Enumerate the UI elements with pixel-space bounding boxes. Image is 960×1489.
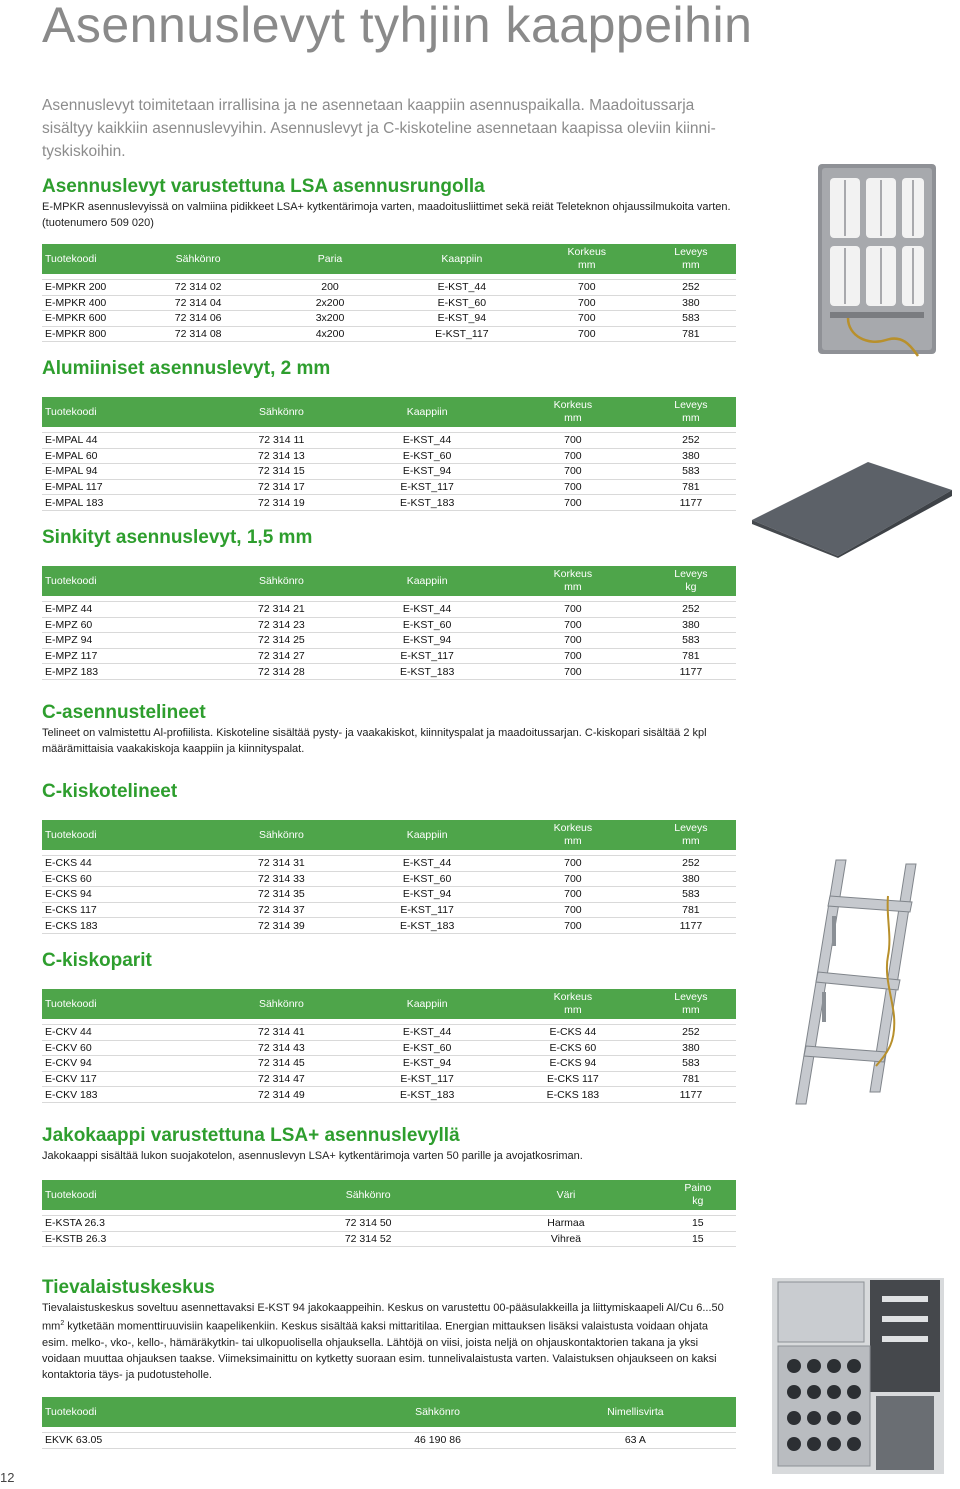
table-cell: E-CKS 183 (42, 918, 209, 934)
table-cpair (42, 989, 736, 1103)
table-cell: E-KST_117 (354, 479, 500, 495)
column-header: Sähkönro (132, 244, 264, 274)
column-header: Paino kg (660, 1180, 736, 1210)
table-cell: E-CKV 117 (42, 1071, 209, 1087)
column-header: Väri (472, 1180, 659, 1210)
table-cell: 700 (528, 280, 646, 296)
table-cell: 72 314 06 (132, 311, 264, 327)
table-cell: E-KST_94 (396, 311, 528, 327)
heading-cpair: C-kiskoparit (42, 950, 152, 971)
table-cell: 700 (500, 602, 646, 618)
table-row (42, 902, 736, 918)
column-header: Kaappiin (354, 397, 500, 427)
table-cell: 700 (500, 856, 646, 872)
heading-zinc: Sinkityt asennuslevyt, 1,5 mm (42, 527, 313, 548)
table-row (42, 1040, 736, 1056)
table-cell: E-MPKR 800 (42, 326, 132, 342)
table-row (42, 311, 736, 327)
table-cell: 700 (500, 648, 646, 664)
table-cell: E-CKV 94 (42, 1056, 209, 1072)
table-cell: 700 (500, 664, 646, 680)
table-row (42, 1056, 736, 1072)
column-header: Paria (264, 244, 396, 274)
c-rail-frame-photo (776, 856, 946, 1108)
table-row (42, 295, 736, 311)
heading-crail: C-kiskotelineet (42, 781, 178, 802)
table-cell: E-MPZ 183 (42, 664, 209, 680)
tieva-text-superscript: 2 (60, 1320, 65, 1327)
table-cell: EKVK 63.05 (42, 1433, 340, 1449)
table-cell: 781 (646, 1071, 736, 1087)
column-header: Korkeus mm (500, 566, 646, 596)
column-header: Nimellisvirta (535, 1397, 736, 1427)
table-cell: 72 314 19 (209, 495, 355, 511)
table-row (42, 664, 736, 680)
table-row (42, 1231, 736, 1247)
table-cell: 700 (500, 617, 646, 633)
column-header: Sähkönro (209, 566, 355, 596)
table-cell: 72 314 15 (209, 464, 355, 480)
column-header: Leveys mm (646, 989, 736, 1019)
aluminium-plate-photo (748, 460, 954, 558)
table-cell: 380 (646, 1040, 736, 1056)
table-cell: 72 314 33 (209, 871, 355, 887)
table-cell: E-CKS 44 (42, 856, 209, 872)
table-cell: 781 (646, 648, 736, 664)
table-cell: 700 (528, 326, 646, 342)
table-cell: E-CKV 60 (42, 1040, 209, 1056)
table-cell: Harmaa (472, 1216, 659, 1232)
table-cell: E-MPZ 60 (42, 617, 209, 633)
table-cell: 700 (500, 887, 646, 903)
table-cell: 700 (500, 918, 646, 934)
table-cell: 380 (646, 295, 736, 311)
table-tieva (42, 1397, 736, 1449)
text-tieva (42, 1300, 732, 1383)
table-cell: 700 (500, 448, 646, 464)
table-cell: 781 (646, 902, 736, 918)
table-cell: 72 314 28 (209, 664, 355, 680)
table-cell: E-KST_60 (354, 617, 500, 633)
table-cell: E-MPKR 200 (42, 280, 132, 296)
table-cell: 200 (264, 280, 396, 296)
column-header: Leveys mm (646, 244, 736, 274)
table-cell: E-KST_60 (354, 448, 500, 464)
table-cell: E-KST_60 (354, 871, 500, 887)
table-cell: 72 314 23 (209, 617, 355, 633)
table-cell: E-KST_44 (354, 856, 500, 872)
table-cell: 583 (646, 887, 736, 903)
table-cell: E-KSTA 26.3 (42, 1216, 264, 1232)
table-cell: E-KST_94 (354, 887, 500, 903)
table-crail (42, 820, 736, 934)
lighting-center-photo (770, 1276, 946, 1476)
table-cell: E-CKS 94 (500, 1056, 646, 1072)
page-number: 12 (0, 1470, 15, 1485)
table-cell: E-KST_94 (354, 1056, 500, 1072)
table-cell: 700 (500, 871, 646, 887)
heading-jako: Jakokaappi varustettuna LSA+ asennuslevyllä (42, 1125, 460, 1146)
column-header: Leveys mm (646, 820, 736, 850)
table-cell: E-KST_94 (354, 464, 500, 480)
table-zinc (42, 566, 736, 680)
column-header: Korkeus mm (500, 397, 646, 427)
table-cell: 72 314 31 (209, 856, 355, 872)
text-cstand: Telineet on valmistettu Al-profiilista. Kiskoteline sisältää pysty- ja vaakakiskot, kiinnityspalat ja maadoitussarjan. C-kiskopari sisältää 2 kpl määrämittaisia vaakakiskoja kaappiin ja kiinnityspalat. (42, 727, 707, 755)
table-cell: E-KST_44 (354, 433, 500, 449)
table-cell: 72 314 21 (209, 602, 355, 618)
table-cell: E-KST_60 (354, 1040, 500, 1056)
column-header: Tuotekoodi (42, 244, 132, 274)
table-cell: 583 (646, 464, 736, 480)
table-cell: 252 (646, 602, 736, 618)
table-cell: 72 314 43 (209, 1040, 355, 1056)
table-cell: 583 (646, 633, 736, 649)
table-cell: 15 (660, 1231, 736, 1247)
table-cell: E-KST_60 (396, 295, 528, 311)
table-row (42, 871, 736, 887)
table-cell: E-KST_183 (354, 664, 500, 680)
table-row (42, 1071, 736, 1087)
table-cell: 72 314 37 (209, 902, 355, 918)
table-cell: 72 314 25 (209, 633, 355, 649)
table-cell: 700 (500, 633, 646, 649)
table-cell: 1177 (646, 1087, 736, 1103)
table-cell: 72 314 11 (209, 433, 355, 449)
table-jako (42, 1180, 736, 1247)
table-row (42, 1433, 736, 1449)
column-header: Sähkönro (340, 1397, 534, 1427)
tieva-text-part-b: kytketään momenttiruuvisiin kaapelikenkiin. Keskus sisältää kaksi mittaritilaa. Energian mittauksen lisäksi valaistusta voidaan ohjata esim. melko-, vko-, kello-, hämäräkytkin- tai ulkopuolisella ohjauksella. Lähtöjä on viisi, joista neljä on ohjauskontaktorien takana ja yksi voidaan muuttaa ohjauksen taakse. Viimeksimainittu on kytketty suoraan esim. tunnelivalaistusta varten. Valaistuksen ohjaukseen on kaksi kontaktoria täys- ja pudotusteholle. (42, 1320, 717, 1381)
table-cell: 4x200 (264, 326, 396, 342)
table-row (42, 1025, 736, 1041)
table-cell: 72 314 50 (264, 1216, 472, 1232)
table-cell: 252 (646, 856, 736, 872)
table-cell: 700 (500, 433, 646, 449)
table-cell: E-KST_94 (354, 633, 500, 649)
table-row (42, 495, 736, 511)
table-cell: 380 (646, 617, 736, 633)
column-header: Kaappiin (396, 244, 528, 274)
column-header: Sähkönro (209, 820, 355, 850)
table-cell: E-MPAL 94 (42, 464, 209, 480)
heading-lsa: Asennuslevyt varustettuna LSA asennusrungolla (42, 176, 485, 197)
table-cell: 700 (500, 902, 646, 918)
table-cell: 72 314 17 (209, 479, 355, 495)
table-lsa (42, 244, 736, 342)
table-cell: E-CKS 94 (42, 887, 209, 903)
table-cell: 700 (500, 479, 646, 495)
table-cell: E-KSTB 26.3 (42, 1231, 264, 1247)
table-row (42, 633, 736, 649)
table-cell: E-CKS 117 (42, 902, 209, 918)
column-header: Leveys mm (646, 397, 736, 427)
table-cell: E-KST_44 (396, 280, 528, 296)
table-cell: 700 (528, 311, 646, 327)
column-header: Sähkönro (264, 1180, 472, 1210)
heading-tieva: Tievalaistuskeskus (42, 1277, 215, 1298)
intro-text: Asennuslevyt toimitetaan irrallisina ja ne asennetaan kaappiin asennuspaikalla. Maadoitussarja sisältyy kaikkiin asennuslevyihin. Asennuslevyt ja C-kiskoteline asennetaan kaapissa oleviin kiinnityskiskoihin. (42, 97, 716, 160)
table-alu (42, 397, 736, 511)
table-row (42, 1216, 736, 1232)
table-cell: E-KST_117 (354, 648, 500, 664)
column-header: Tuotekoodi (42, 397, 209, 427)
table-cell: E-CKS 44 (500, 1025, 646, 1041)
table-cell: 72 314 39 (209, 918, 355, 934)
text-lsa: E-MPKR asennuslevyissä on valmiina pidikkeet LSA+ kytkentärimoja varten, maadoitusliittimet sekä reiät Teleteknon ohjaussilmukoita varten. (tuotenumero 509 020) (42, 201, 731, 229)
table-cell: 72 314 27 (209, 648, 355, 664)
table-cell: 781 (646, 326, 736, 342)
table-cell: E-KST_183 (354, 1087, 500, 1103)
table-cell: E-MPAL 44 (42, 433, 209, 449)
table-row (42, 1087, 736, 1103)
table-row (42, 887, 736, 903)
table-cell: E-MPAL 117 (42, 479, 209, 495)
column-header: Korkeus mm (500, 989, 646, 1019)
table-row (42, 479, 736, 495)
column-header: Tuotekoodi (42, 1180, 264, 1210)
table-cell: E-KST_117 (354, 902, 500, 918)
column-header: Tuotekoodi (42, 1397, 340, 1427)
table-cell: 72 314 04 (132, 295, 264, 311)
table-cell: 72 314 13 (209, 448, 355, 464)
heading-cstand: C-asennustelineet (42, 702, 206, 723)
table-cell: 252 (646, 280, 736, 296)
table-cell: 1177 (646, 918, 736, 934)
table-cell: 15 (660, 1216, 736, 1232)
heading-alu: Alumiiniset asennuslevyt, 2 mm (42, 358, 331, 379)
table-cell: 700 (500, 464, 646, 480)
table-cell: 700 (528, 295, 646, 311)
table-row (42, 617, 736, 633)
table-cell: E-CKS 60 (42, 871, 209, 887)
table-cell: E-CKS 117 (500, 1071, 646, 1087)
table-cell: E-MPZ 117 (42, 648, 209, 664)
column-header: Tuotekoodi (42, 566, 209, 596)
table-cell: E-CKS 60 (500, 1040, 646, 1056)
table-row (42, 648, 736, 664)
table-cell: E-CKS 183 (500, 1087, 646, 1103)
column-header: Kaappiin (354, 566, 500, 596)
column-header: Korkeus mm (500, 820, 646, 850)
table-row (42, 280, 736, 296)
table-cell: 72 314 02 (132, 280, 264, 296)
table-cell: 3x200 (264, 311, 396, 327)
table-cell: E-CKV 183 (42, 1087, 209, 1103)
table-cell: 380 (646, 448, 736, 464)
table-cell: 72 314 08 (132, 326, 264, 342)
table-cell: E-MPAL 60 (42, 448, 209, 464)
table-cell: Vihreä (472, 1231, 659, 1247)
table-cell: 46 190 86 (340, 1433, 534, 1449)
table-row (42, 918, 736, 934)
table-cell: 252 (646, 433, 736, 449)
table-cell: E-MPZ 94 (42, 633, 209, 649)
table-cell: 781 (646, 479, 736, 495)
table-cell: E-KST_117 (354, 1071, 500, 1087)
table-cell: E-KST_44 (354, 602, 500, 618)
column-header: Tuotekoodi (42, 989, 209, 1019)
table-row (42, 448, 736, 464)
table-cell: 2x200 (264, 295, 396, 311)
table-cell: 72 314 52 (264, 1231, 472, 1247)
table-cell: 252 (646, 1025, 736, 1041)
table-cell: 583 (646, 311, 736, 327)
table-cell: E-KST_183 (354, 918, 500, 934)
table-cell: E-KST_183 (354, 495, 500, 511)
column-header: Tuotekoodi (42, 820, 209, 850)
column-header: Sähkönro (209, 989, 355, 1019)
table-row (42, 433, 736, 449)
column-header: Korkeus mm (528, 244, 646, 274)
table-row (42, 856, 736, 872)
table-cell: 72 314 41 (209, 1025, 355, 1041)
table-cell: E-KST_44 (354, 1025, 500, 1041)
lsa-plate-photo (808, 160, 946, 358)
table-row (42, 602, 736, 618)
table-cell: E-MPAL 183 (42, 495, 209, 511)
table-cell: 380 (646, 871, 736, 887)
tieva-text-part-a: Tievalaistuskeskus soveltuu asennettavaksi E-KST 94 jakokaappeihin. Keskus on varustettu 00-pääsulakkeilla ja liittymiskaapeli Al/Cu 6...50 mm (42, 1302, 724, 1333)
table-cell: 72 314 45 (209, 1056, 355, 1072)
table-cell: 72 314 35 (209, 887, 355, 903)
table-cell: E-CKV 44 (42, 1025, 209, 1041)
column-header: Kaappiin (354, 820, 500, 850)
column-header: Sähkönro (209, 397, 355, 427)
column-header: Kaappiin (354, 989, 500, 1019)
text-jako: Jakokaappi sisältää lukon suojakotelon, asennuslevyn LSA+ kytkentärimoja varten 50 parille ja avojatkosriman. (42, 1150, 583, 1162)
page-title: Asennuslevyt tyhjiin kaappeihin (42, 0, 753, 53)
table-cell: 72 314 49 (209, 1087, 355, 1103)
table-cell: E-MPZ 44 (42, 602, 209, 618)
table-cell: 1177 (646, 495, 736, 511)
table-cell: 1177 (646, 664, 736, 680)
table-cell: 700 (500, 495, 646, 511)
table-cell: 72 314 47 (209, 1071, 355, 1087)
table-cell: E-MPKR 400 (42, 295, 132, 311)
column-header: Leveys kg (646, 566, 736, 596)
table-cell: E-MPKR 600 (42, 311, 132, 327)
table-cell: 63 A (535, 1433, 736, 1449)
table-cell: E-KST_117 (396, 326, 528, 342)
table-row (42, 326, 736, 342)
table-cell: 583 (646, 1056, 736, 1072)
table-row (42, 464, 736, 480)
